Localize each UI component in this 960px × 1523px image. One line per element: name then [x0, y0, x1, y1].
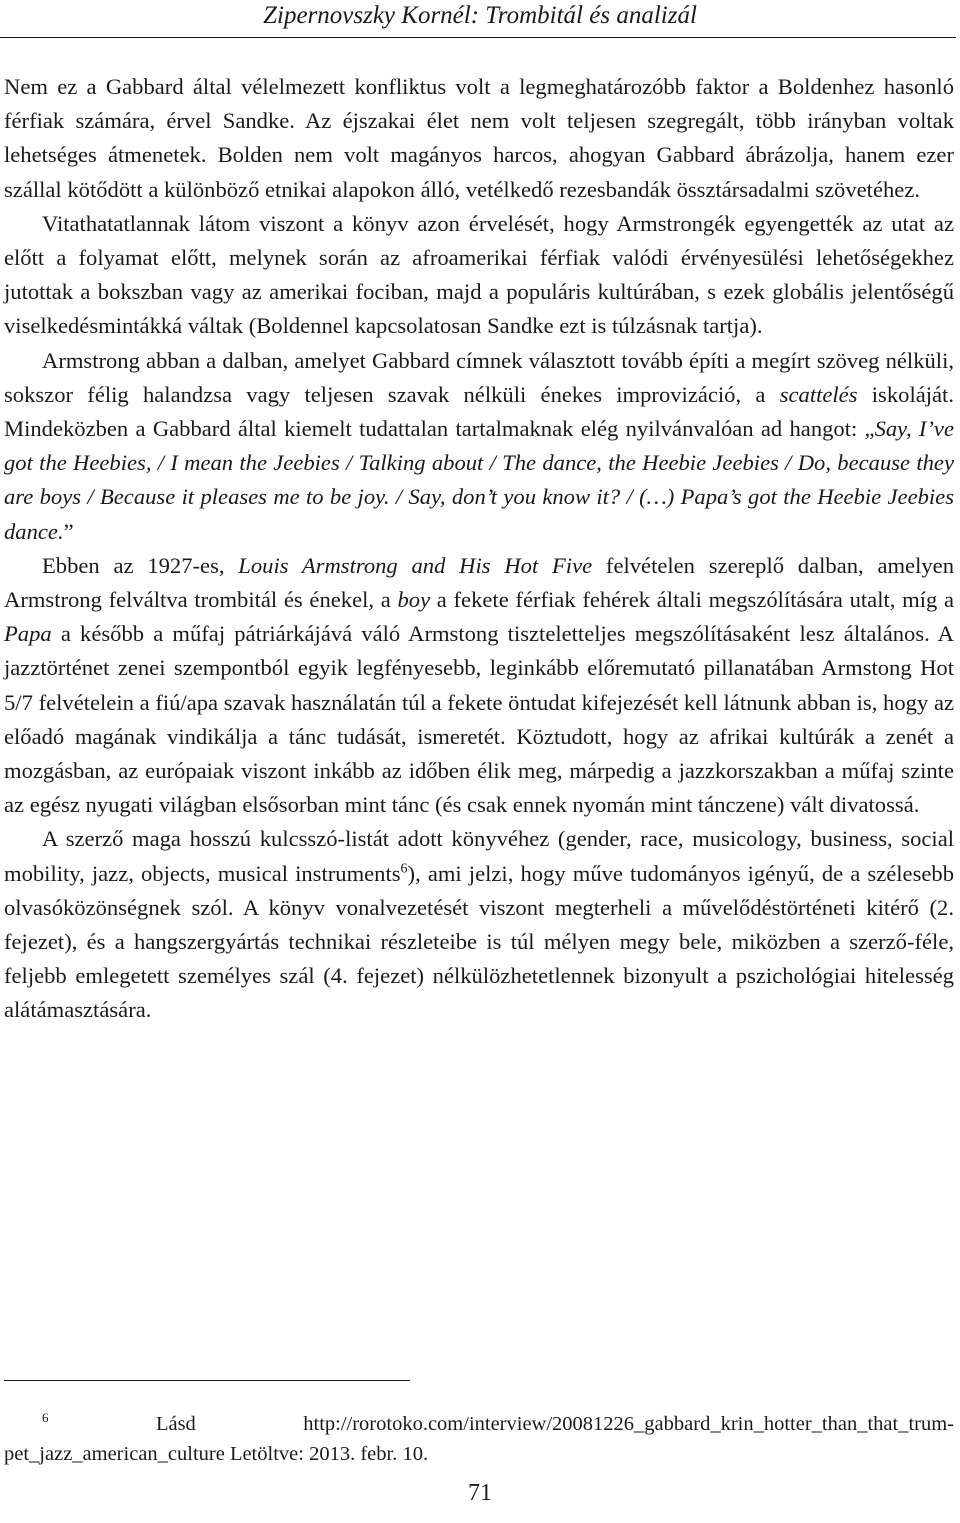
- text-run: ), ami jelzi, hogy műve tudományos igényű, de a szélesebb olvasóközönségnek szól. A könyv vonalvezetését viszont megterheli a művelődéstörténeti kitérő (2. fejezet), és a hangszergyártás technikai részleteibe is túl mélyen megy bele, miközben a szerző-féle, feljebb emlegetett személyes szál (4. fejezet) nélkülözhetetlennek bizonyult a pszichológiai hitelesség alátámasztására.: [4, 860, 954, 1023]
- paragraph-5: [4, 822, 954, 1027]
- paragraph-4: [4, 549, 954, 823]
- text-run: iskoláját. Mindeközben a Gabbard által kiemelt tudattalan tartalmaknak elég nyilvánvalóan ad hangot: „: [4, 381, 954, 442]
- footnote-text: [4, 1409, 954, 1469]
- italic-term: Papa: [4, 621, 52, 647]
- text-run: Ebben az 1927-es,: [42, 552, 239, 578]
- italic-title: Louis Armstrong and His Hot Five: [238, 552, 593, 578]
- text-run: A szerző maga hosszú kulcsszó-listát adott könyvéhez (gender, race, musicology, business, social mobility, jazz, objects, musical instruments: [4, 826, 954, 886]
- article-body: [4, 70, 954, 1028]
- paragraph-1: Nem ez a Gabbard által vélelmezett konfliktus volt a legmeghatározóbb faktor a Boldenhez hasonló férfiak számára, érvel Sandke. Az éjszakai élet nem volt teljesen szegregált, több irányban voltak lehetséges átmenetek. Bolden nem volt magányos harcos, ahogyan Gabbard ábrázolja, hanem ezer szállal kötődött a különböző etnikai alapokon álló, vetélkedő rezesbandák össztársadalmi szövetéhez.: [4, 74, 954, 202]
- text-run: a később a műfaj pátriárkájává váló Armstong tiszteletteljes megszólításaként lesz általános. A jazztörténet zenei szempontból egyik legfényesebb, leginkább előremutató pillanatában Armstong Hot 5/7 felvételein a fiú/apa szavak használatán túl a fekete öntudat kifejezését kell látnunk abban is, hogy az előadó magának vindikálja a tánc tudását, ismeretét. Köztudott, hogy az afrikai kultúrák a zenét a mozgásban, az európaiak viszont inkább az időben élik meg, márpedig a jazzkorszakban a műfaj szinte az egész nyugati világban elsősorban mint tánc (és csak ennek nyomán mint tánczene) vált divatossá.: [4, 621, 954, 818]
- running-header: Zipernovszky Kornél: Trombitál és analizál: [263, 2, 697, 29]
- footnote-body: Lásd http://rorotoko.com/interview/20081226_gabbard_krin_hotter_than_that_trum-pet_jazz_american_culture Letöltve: 2013. febr. 10.: [4, 1413, 954, 1465]
- italic-term: scattelés: [779, 381, 858, 407]
- footnote-number: 6: [42, 1410, 49, 1426]
- footnote-ref[interactable]: 6: [400, 861, 408, 877]
- paragraph-2: Vitathatatlannak látom viszont a könyv azon érvelését, hogy Armstrongék egyengették az utat az előtt a folyamat előtt, melynek során az afroamerikai férfiak valódi érvényesülési lehetőségekhez jutottak a bokszban vagy az amerikai fociban, majd a populáris kultúrában, s ezek globális jelentőségű viselkedésmintákká váltak (Boldennel kapcsolatosan Sandke ezt is túlzásnak tartja).: [4, 210, 954, 339]
- header-rule: [0, 37, 956, 38]
- text-run: a fekete férfiak fehérek általi megszólítására utalt, míg a: [430, 587, 954, 613]
- footnote: [4, 1409, 954, 1469]
- lyrics-quote: Say, I’ve got the Heebies, / I mean the Jeebies / Talking about / The dance, the Heebie Jeebies / Do, because they are boys / Because it pleases me to be joy. / Say, don’t you know it? / (…) Papa’s got the Heebie Jeebies dance.: [4, 416, 954, 544]
- text-run: ”: [63, 518, 74, 544]
- footnote-rule: [4, 1380, 410, 1381]
- paragraph-3: [4, 344, 954, 549]
- text-run: felvételen szereplő dalban, amelyen Armstrong felváltva trombitál és énekel, a: [4, 552, 954, 613]
- text-run: Armstrong abban a dalban, amelyet Gabbard címnek választott tovább építi a megírt szöveg nélküli, sokszor félig halandzsa vagy teljesen szavak nélküli énekes improvizáció, a: [4, 347, 954, 407]
- page-number: 71: [468, 1480, 492, 1506]
- italic-term: boy: [397, 587, 431, 613]
